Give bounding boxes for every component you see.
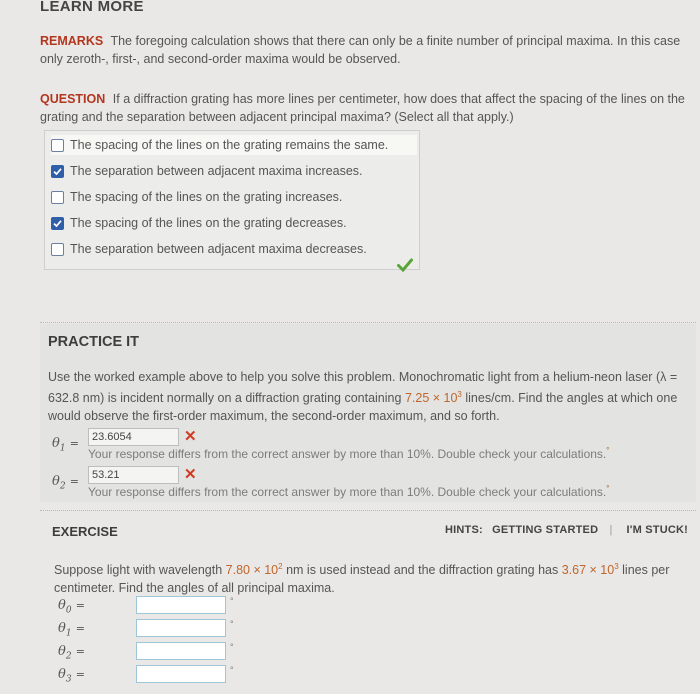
hints-label: HINTS: [445, 524, 483, 536]
exercise-section [44, 518, 696, 694]
option-5-label: The separation between adjacent maxima decreases. [70, 242, 367, 256]
answer-options-box [44, 130, 420, 270]
remarks-text: The foregoing calculation shows that there can only be a finite number of principal maxima. In this case only zeroth-, first-, and second-order maxima would be observed. [40, 34, 681, 66]
theta-2-error: Your response differs from the correct answer by more than 10%. Double check your calculations.° [88, 484, 610, 499]
option-5[interactable] [51, 239, 417, 259]
practice-text-1: Use the worked example above to help you solve this problem. Monochromatic light from a helium-neon laser (λ = 632.8 nm) is incident normally on a diffraction grating containing [48, 370, 678, 406]
theta-1-label: $\theta_1$ = [52, 436, 79, 454]
exercise-title: EXERCISE [52, 524, 118, 539]
option-4[interactable] [51, 213, 417, 233]
divider [40, 322, 696, 323]
question-label: QUESTION [40, 92, 106, 106]
theta-1-error: Your response differs from the correct answer by more than 10%. Double check your calculations.° [88, 446, 610, 461]
option-3-label: The spacing of the lines on the grating increases. [70, 190, 343, 204]
option-3[interactable] [51, 187, 417, 207]
learn-more-title: LEARN MORE [40, 0, 144, 15]
practice-text-2: lines/cm. Find the angles at which one would observe the first-order maximum, the second-order maximum, and so forth. [48, 391, 678, 424]
checkbox-option-2[interactable] [51, 165, 64, 178]
theta-2-label: $\theta_2$ = [58, 644, 85, 662]
lines-value: $3.67 \times 10^3$ [561, 562, 619, 578]
theta-3-input[interactable] [136, 665, 226, 683]
degree-unit: ° [230, 596, 234, 606]
option-1[interactable] [51, 135, 417, 155]
degree-unit: ° [230, 665, 234, 675]
remarks-label: REMARKS [40, 34, 104, 48]
theta-2-input[interactable] [136, 642, 226, 660]
exercise-text [54, 558, 688, 597]
option-2[interactable] [51, 161, 417, 181]
theta-3-label: $\theta_3$ = [58, 667, 85, 685]
theta-2-input[interactable]: 53.21 [88, 466, 179, 484]
checkbox-option-3[interactable] [51, 191, 64, 204]
option-1-label: The spacing of the lines on the grating remains the same. [70, 138, 389, 152]
practice-text [48, 368, 688, 425]
incorrect-x-icon: ✕ [184, 428, 197, 445]
remarks-paragraph [40, 32, 692, 68]
practice-title: PRACTICE IT [48, 334, 140, 350]
theta-0-label: $\theta_0$ = [58, 598, 85, 616]
degree-unit: ° [230, 642, 234, 652]
incorrect-x-icon: ✕ [184, 466, 197, 483]
divider [40, 510, 696, 511]
correct-check-icon [397, 258, 413, 272]
theta-2-label: $\theta_2$ = [52, 474, 79, 492]
theta-1-label: $\theta_1$ = [58, 621, 85, 639]
option-4-label: The spacing of the lines on the grating decreases. [70, 216, 347, 230]
hint-separator: | [609, 524, 613, 536]
grating-value: $7.25 \times 10^3$ [404, 390, 462, 406]
practice-it-section [40, 324, 696, 502]
question-text: If a diffraction grating has more lines per centimeter, how does that affect the spacing of the lines on the grating and the separation between adjacent principal maxima? (Select all that apply.) [40, 92, 685, 124]
option-2-label: The separation between adjacent maxima increases. [70, 164, 363, 178]
checkbox-option-4[interactable] [51, 217, 64, 230]
question-paragraph [40, 90, 692, 126]
exercise-text-3: lines per centimeter. Find the angles of all principal maxima. [54, 563, 670, 596]
hint-im-stuck-link[interactable]: I'M STUCK! [626, 524, 688, 536]
hints-bar [439, 524, 688, 536]
theta-1-input[interactable] [136, 619, 226, 637]
theta-1-input[interactable]: 23.6054 [88, 428, 179, 446]
theta-0-input[interactable] [136, 596, 226, 614]
checkbox-option-5[interactable] [51, 243, 64, 256]
exercise-text-1: Suppose light with wavelength [54, 563, 223, 578]
checkbox-option-1[interactable] [51, 139, 64, 152]
degree-unit: ° [230, 619, 234, 629]
hint-getting-started-link[interactable]: GETTING STARTED [492, 524, 599, 536]
exercise-text-2: nm is used instead and the diffraction grating has [286, 563, 559, 578]
wavelength-value: $7.80 \times 10^2$ [225, 562, 283, 578]
